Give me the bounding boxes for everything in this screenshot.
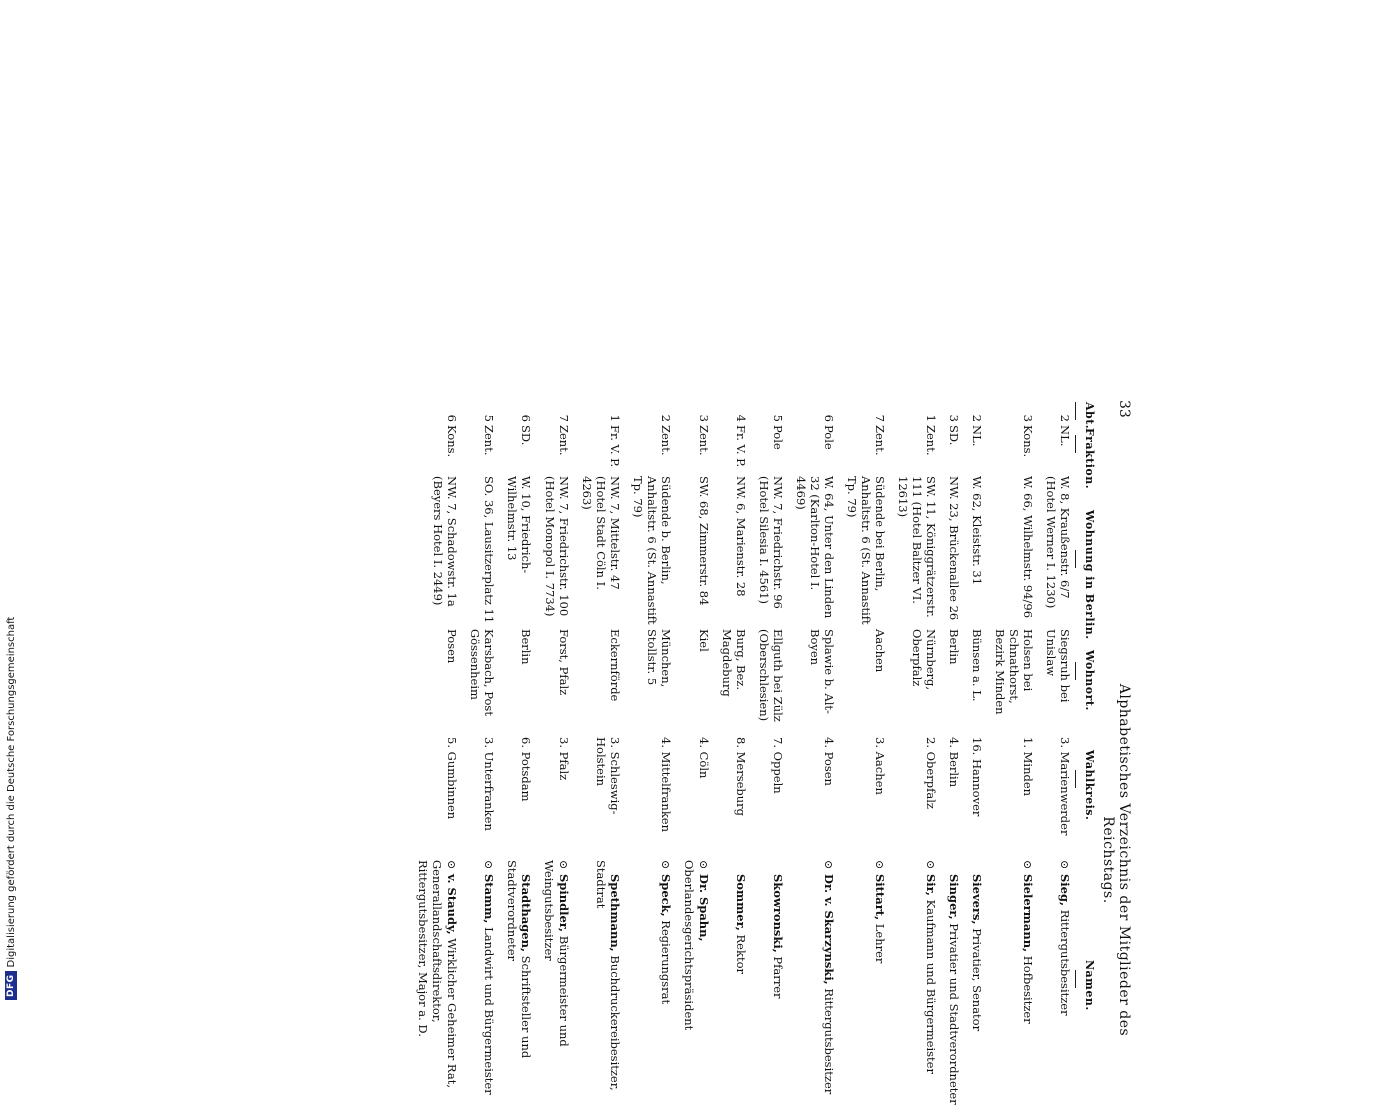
member-title: Rittergutsbesitzer [822, 988, 836, 1095]
member-title: Buchdruckereibesitzer, Stadtrat [594, 860, 622, 1091]
wahlkreis-cell: 1. Minden [1021, 737, 1035, 797]
table-row [1035, 400, 1072, 1118]
member-title: Regierungsrat [659, 920, 673, 1005]
page-header [1100, 400, 1140, 1100]
abt-cell: 6 [445, 414, 459, 422]
wohnort-cell: Berlin [519, 629, 533, 665]
wohnort-cell: Posen [445, 629, 459, 664]
berlin-address-cell: NW. 7, Schadowstr. 1a (Beyers Hotel I. 2449) [431, 476, 459, 607]
member-name: Stadthagen, [519, 874, 533, 952]
abt-cell: 3 [947, 414, 961, 422]
berlin-address-cell: Südende bei Berlin, Anhaltstr. 6 (St. Annastift Tp. 79) [845, 476, 887, 625]
wahlkreis-cell: 4. Posen [822, 737, 836, 786]
header-abt: Abt. [1083, 402, 1096, 430]
table-row [961, 400, 984, 1118]
wohnort-cell: Bünsen a. L. [970, 629, 984, 702]
member-cell [711, 860, 748, 1118]
wahlkreis-cell: 6. Potsdam [519, 737, 533, 802]
wahlkreis-cell: 8. Merseburg [734, 737, 748, 817]
abt-cell: 6 [519, 414, 533, 422]
member-name: Sieg, [1058, 874, 1072, 907]
member-cell [673, 860, 711, 1118]
table-row [622, 400, 673, 1118]
page-title: Alphabetisches Verzeichnis der Mitglieder des Reichstags. [1100, 683, 1132, 1037]
abt-cell: 7 [557, 414, 571, 422]
berlin-address-cell: W. 66, Wilhelmstr. 94/96 [1021, 476, 1035, 619]
berlin-address-cell: W. 62, Kleiststr. 31 [970, 476, 984, 586]
berlin-address-cell: W. 10, Friedrich-Wilhelmstr. 13 [505, 476, 533, 574]
member-name: Stamm, [482, 874, 496, 924]
table-row [407, 400, 459, 1118]
wahlkreis-cell: 5. Gumbinnen [445, 737, 459, 820]
table-row [459, 400, 496, 1118]
header-berlin: Wohnung in Berlin. [1083, 510, 1096, 640]
wahlkreis-cell: 3. Schleswig-Holstein [594, 737, 622, 815]
fraktion-cell: Pole [771, 425, 785, 450]
fraktion-cell: SD. [519, 425, 533, 446]
circle-marker-icon: ⊙ [822, 860, 835, 870]
dfg-logo: DFG [5, 971, 17, 1000]
fraktion-cell: Kons. [445, 425, 459, 458]
member-name: v. Staudy, [445, 874, 459, 935]
member-title: Privatier, Senator [970, 928, 984, 1032]
wohnort-cell: Splawie b. Alt-Boyen [808, 629, 836, 714]
header-wahlkreis: Wahlkreis. [1083, 750, 1096, 821]
member-cell [748, 860, 785, 1118]
table-row [984, 400, 1035, 1118]
abt-cell: 5 [771, 414, 785, 422]
members-table [407, 400, 1072, 1118]
member-name: Sievers, [970, 874, 984, 925]
wohnort-cell: Siegsruh bei Unislaw [1044, 629, 1072, 703]
table-row [748, 400, 785, 1118]
member-title: Landwirt und Bürgermeister [482, 927, 496, 1095]
column-headers [1074, 400, 1100, 1100]
member-name: Dr. Spahn, [697, 874, 711, 942]
abt-cell: 3 [697, 414, 711, 422]
member-title: Privatier und Stadtverordneter [947, 923, 961, 1105]
fraktion-cell: Kons. [1021, 425, 1035, 458]
member-title: Lehrer [873, 923, 887, 964]
member-title: Wirklicher Geheimer Rat, Generallandschaftsdirektor, Rittergutsbesitzer, Major a. D. [416, 860, 459, 1088]
header-name: Namen. [1083, 960, 1096, 1011]
abt-cell: 7 [873, 414, 887, 422]
fraktion-cell: SD. [947, 425, 961, 446]
table-row [533, 400, 571, 1118]
fraktion-cell: Zent. [482, 425, 496, 456]
wohnort-cell: Eckernförde [608, 629, 622, 702]
wahlkreis-cell: 3. Unterfranken [482, 737, 496, 831]
member-name: Speck, [659, 874, 673, 917]
wahlkreis-cell: 3. Aachen [873, 737, 887, 795]
member-name: Dr. v. Skarzynski, [822, 874, 836, 985]
member-title: Rektor [734, 934, 748, 974]
circle-marker-icon: ⊙ [873, 860, 886, 870]
abt-cell: 4 [734, 414, 748, 422]
member-name: Sir, [924, 874, 938, 896]
wohnort-cell: Holsen bei Schnathorst, Bezirk Minden [993, 629, 1035, 715]
wohnort-cell: Kiel [697, 629, 711, 652]
berlin-address-cell: NW. 7, Mittelstr. 47 (Hotel Stadt Cöln I. 4263) [580, 476, 622, 590]
fraktion-cell: Zent. [924, 425, 938, 456]
credit-text: Digitalisierung gefördert durch die Deutsche Forschungsgemeinschaft [5, 616, 17, 968]
berlin-address-cell: NW. 7, Friedrichstr. 100 (Hotel Monopol I. 7734) [543, 476, 571, 617]
fraktion-cell: Zent. [557, 425, 571, 456]
wahlkreis-cell: 4. Cöln [697, 737, 711, 779]
berlin-address-cell: NW. 23, Brückenallee 26 [947, 476, 961, 621]
fraktion-cell: NL. [1058, 425, 1072, 447]
abt-cell: 1 [924, 414, 938, 422]
berlin-address-cell: NW. 6, Marienstr. 28 [734, 476, 748, 597]
header-rule [1075, 402, 1076, 420]
table-row [711, 400, 748, 1118]
member-cell [459, 860, 496, 1118]
header-rule [1075, 770, 1076, 788]
member-title: Hofbesitzer [1021, 955, 1035, 1024]
fraktion-cell: Pole [822, 425, 836, 450]
wohnort-cell: Forst, Pfalz [557, 629, 571, 696]
circle-marker-icon: ⊙ [659, 860, 672, 870]
berlin-address-cell: SO. 36, Lausitzerplatz 11 [482, 476, 496, 624]
berlin-address-cell: SW. 11, Königgrätzerstr. 111 (Hotel Baltzer VI. 12613) [896, 476, 938, 618]
member-name: Spethmann, [608, 874, 622, 952]
table-row [938, 400, 961, 1118]
table-row [785, 400, 836, 1118]
page-number: 33 [1116, 400, 1132, 418]
funding-credit [0, 600, 22, 1000]
document-page [240, 400, 1140, 1105]
member-title: Bürgermeister und Weingutsbesitzer [542, 860, 571, 1047]
berlin-address-cell: Südende b. Berlin, Anhaltstr. 6 (St. Annastift Tp. 79) [631, 476, 673, 625]
abt-cell: 5 [482, 414, 496, 422]
wahlkreis-cell: 7. Oppeln [771, 737, 785, 794]
wahlkreis-cell: 2. Oberpfalz [924, 737, 938, 809]
fraktion-cell: Zent. [873, 425, 887, 456]
member-title: Schriftsteller und Stadtverordneter [505, 860, 533, 1059]
table-row [496, 400, 533, 1118]
header-fraktion: Fraktion. [1083, 428, 1096, 490]
table-row [887, 400, 938, 1118]
circle-marker-icon: ⊙ [924, 860, 937, 870]
member-cell [836, 860, 887, 1118]
header-rule [1075, 970, 1076, 988]
abt-cell: 1 [608, 414, 622, 422]
wohnort-cell: Nürnberg, Oberpfalz [910, 629, 938, 691]
member-cell [571, 860, 622, 1118]
wahlkreis-cell: 4. Mittelfranken [659, 737, 673, 833]
header-rule [1075, 435, 1076, 453]
abt-cell: 2 [1058, 414, 1072, 422]
member-title: Oberlandesgerichtspräsident [682, 860, 696, 1031]
header-rule [1075, 662, 1076, 680]
member-cell [622, 860, 673, 1118]
wahlkreis-cell: 3. Marienwerder [1058, 737, 1072, 836]
circle-marker-icon: ⊙ [557, 860, 570, 870]
berlin-address-cell: W. 8, Kraußenstr. 6/7 (Hotel Werner I. 1230) [1044, 476, 1072, 609]
wohnort-cell: Ellguth bei Zülz (Oberschlesien) [757, 629, 785, 722]
abt-cell: 2 [659, 414, 673, 422]
member-cell [407, 860, 459, 1118]
member-title: Pfarrer [771, 956, 785, 999]
member-cell [1035, 860, 1072, 1118]
wahlkreis-cell: 16. Hannover [970, 737, 984, 817]
member-title: Kaufmann und Bürgermeister [924, 899, 938, 1074]
fraktion-cell: NL. [970, 425, 984, 447]
table-row [571, 400, 622, 1118]
member-name: Sielermann, [1021, 874, 1035, 953]
circle-marker-icon: ⊙ [697, 860, 710, 870]
abt-cell: 2 [970, 414, 984, 422]
fraktion-cell: Fr. V. P. [608, 425, 622, 468]
wohnort-cell: Karsbach, Post Gössenheim [468, 629, 496, 716]
member-cell [938, 860, 961, 1118]
table-row [673, 400, 711, 1118]
wohnort-cell: München, Stollstr. 5 [645, 629, 673, 688]
member-name: Sommer, [734, 874, 748, 931]
table-row [836, 400, 887, 1118]
circle-marker-icon: ⊙ [445, 860, 458, 870]
member-cell [961, 860, 984, 1118]
wahlkreis-cell: 3. Pfalz [557, 737, 571, 781]
wohnort-cell: Berlin [947, 629, 961, 665]
member-cell [785, 860, 836, 1118]
berlin-address-cell: SW. 68, Zimmerstr. 84 [697, 476, 711, 606]
wahlkreis-cell: 4. Berlin [947, 737, 961, 788]
circle-marker-icon: ⊙ [1021, 860, 1034, 870]
member-name: Sittart, [873, 874, 887, 921]
circle-marker-icon: ⊙ [482, 860, 495, 870]
fraktion-cell: Zent. [659, 425, 673, 456]
circle-marker-icon: ⊙ [1058, 860, 1071, 870]
fraktion-cell: Zent. [697, 425, 711, 456]
member-cell [887, 860, 938, 1118]
member-cell [984, 860, 1035, 1118]
abt-cell: 3 [1021, 414, 1035, 422]
member-title: Rittergutsbesitzer [1058, 909, 1072, 1016]
wohnort-cell: Burg, Bez. Magdeburg [720, 629, 748, 697]
member-name: Singer, [947, 874, 961, 920]
member-name: Skowronski, [771, 874, 785, 953]
member-name: Spindler, [557, 874, 571, 933]
header-wohnort: Wohnort. [1083, 650, 1096, 711]
abt-cell: 6 [822, 414, 836, 422]
member-cell [496, 860, 533, 1118]
wohnort-cell: Aachen [873, 629, 887, 673]
berlin-address-cell: W. 64, Unter den Linden 32 (Karlton-Hotel I. 4469) [794, 476, 836, 619]
member-cell [533, 860, 571, 1118]
header-rule [1075, 550, 1076, 568]
fraktion-cell: Fr. V. P. [734, 425, 748, 468]
berlin-address-cell: NW. 7, Friedrichstr. 96 (Hotel Silesia I. 4561) [757, 476, 785, 609]
